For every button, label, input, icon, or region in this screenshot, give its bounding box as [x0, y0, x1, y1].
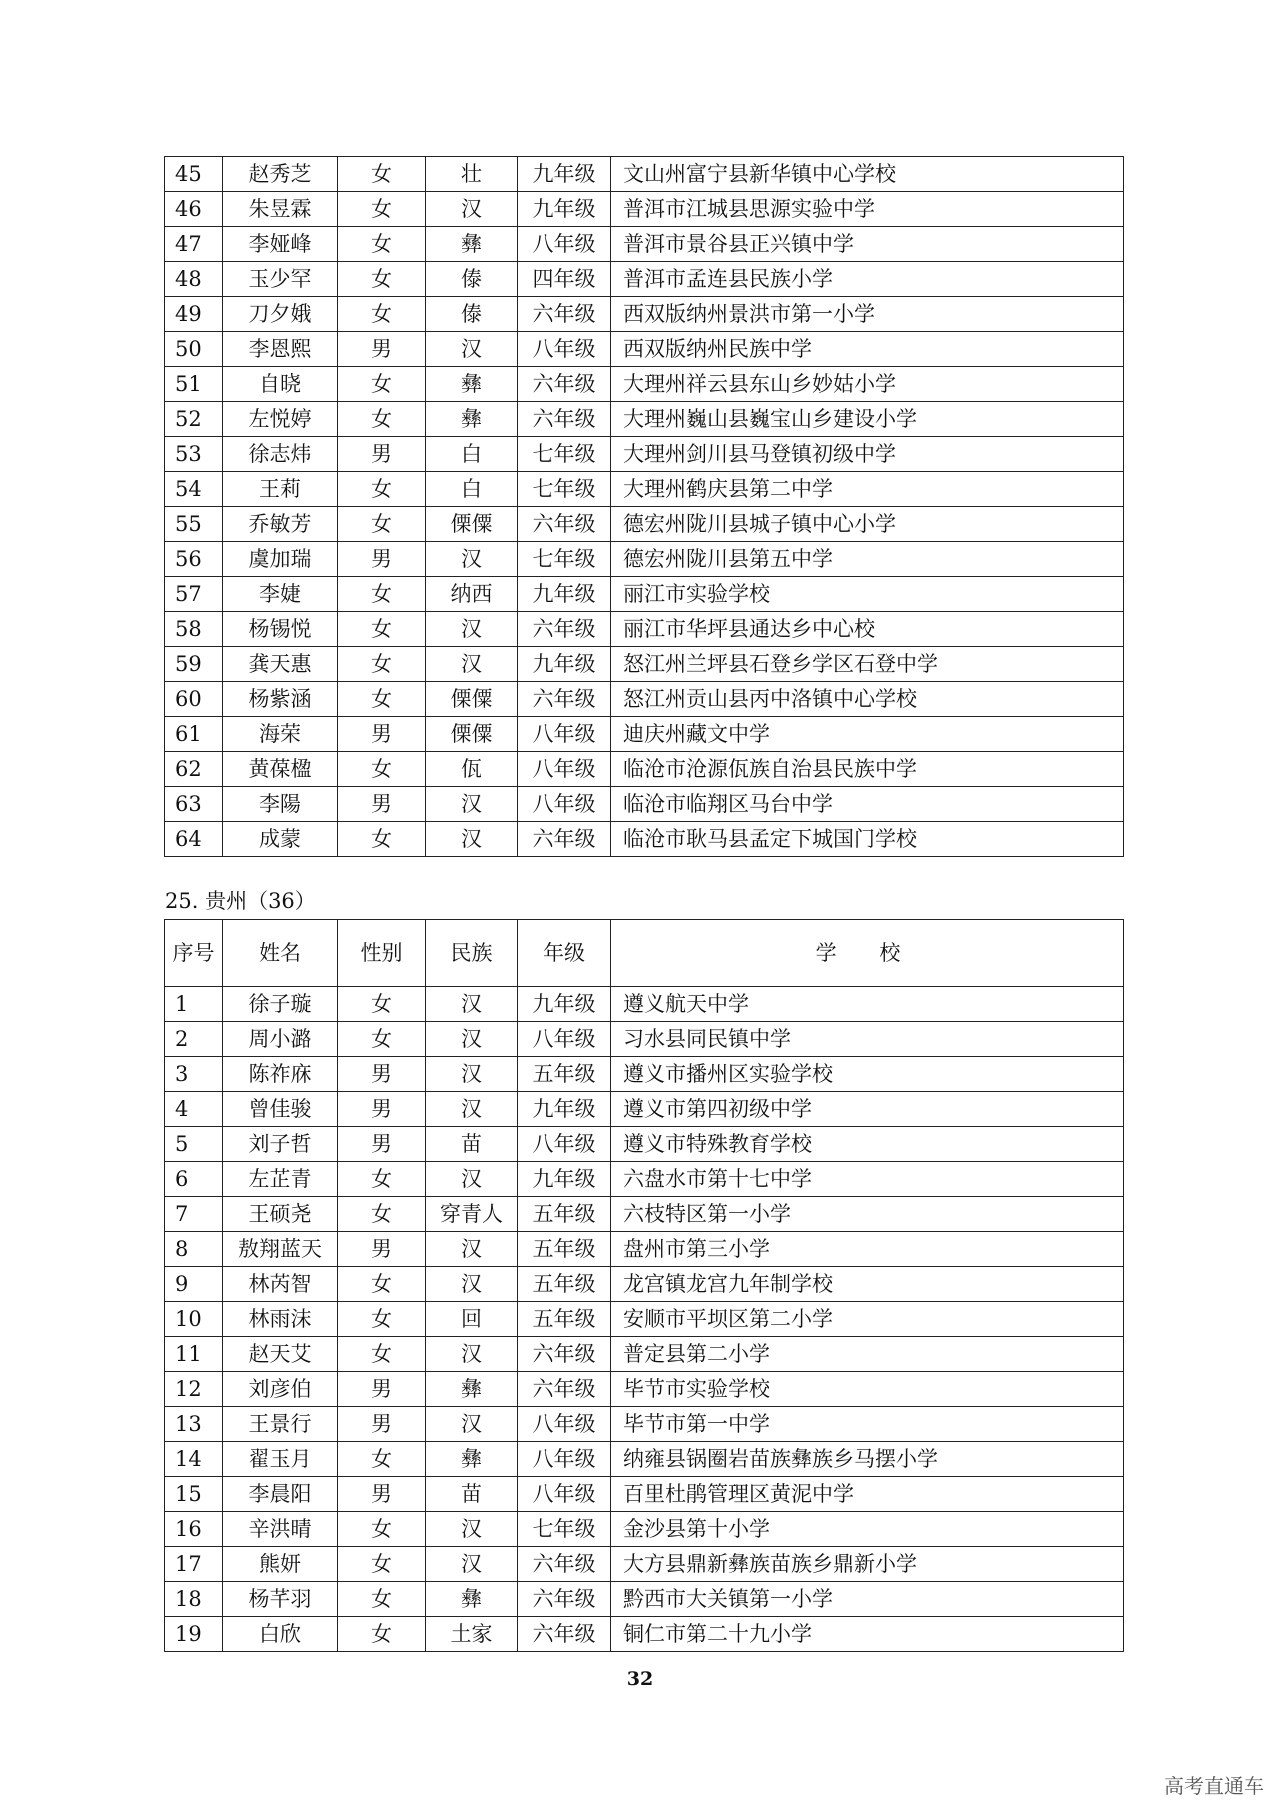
cell-grade: 八年级	[518, 1127, 611, 1162]
cell-ethnicity: 彝	[426, 367, 518, 402]
cell-seq: 50	[165, 332, 223, 367]
cell-seq: 8	[165, 1232, 223, 1267]
cell-gender: 女	[338, 1162, 426, 1197]
cell-school: 西双版纳州民族中学	[611, 332, 1124, 367]
cell-grade: 六年级	[518, 1337, 611, 1372]
cell-seq: 47	[165, 227, 223, 262]
cell-grade: 六年级	[518, 612, 611, 647]
cell-seq: 60	[165, 682, 223, 717]
cell-ethnicity: 傣	[426, 262, 518, 297]
cell-ethnicity: 汉	[426, 787, 518, 822]
cell-seq: 57	[165, 577, 223, 612]
table-row	[165, 402, 1124, 437]
table-row	[165, 1302, 1124, 1337]
table-row	[165, 987, 1124, 1022]
cell-grade: 六年级	[518, 1372, 611, 1407]
cell-grade: 六年级	[518, 297, 611, 332]
cell-gender: 男	[338, 1477, 426, 1512]
cell-seq: 51	[165, 367, 223, 402]
guizhou-table-body	[165, 987, 1124, 1652]
cell-school: 怒江州兰坪县石登乡学区石登中学	[611, 647, 1124, 682]
header-grade: 年级	[518, 920, 611, 987]
cell-seq: 15	[165, 1477, 223, 1512]
cell-school: 普定县第二小学	[611, 1337, 1124, 1372]
cell-grade: 六年级	[518, 402, 611, 437]
cell-grade: 八年级	[518, 227, 611, 262]
cell-seq: 56	[165, 542, 223, 577]
cell-ethnicity: 汉	[426, 822, 518, 857]
cell-name: 王莉	[223, 472, 338, 507]
header-name: 姓名	[223, 920, 338, 987]
cell-gender: 女	[338, 1547, 426, 1582]
cell-seq: 19	[165, 1617, 223, 1652]
cell-gender: 女	[338, 157, 426, 192]
header-seq: 序号	[165, 920, 223, 987]
yunnan-table-body	[165, 157, 1124, 857]
table-row	[165, 787, 1124, 822]
cell-ethnicity: 汉	[426, 987, 518, 1022]
cell-ethnicity: 汉	[426, 1512, 518, 1547]
table-row	[165, 367, 1124, 402]
guizhou-section-title: 25. 贵州（36）	[165, 889, 316, 913]
cell-grade: 八年级	[518, 1442, 611, 1477]
cell-grade: 九年级	[518, 157, 611, 192]
cell-school: 习水县同民镇中学	[611, 1022, 1124, 1057]
cell-ethnicity: 汉	[426, 192, 518, 227]
cell-name: 刘彦伯	[223, 1372, 338, 1407]
cell-seq: 58	[165, 612, 223, 647]
cell-seq: 61	[165, 717, 223, 752]
cell-grade: 九年级	[518, 192, 611, 227]
cell-gender: 女	[338, 822, 426, 857]
cell-school: 遵义航天中学	[611, 987, 1124, 1022]
cell-seq: 62	[165, 752, 223, 787]
cell-grade: 七年级	[518, 1512, 611, 1547]
table-row	[165, 1512, 1124, 1547]
table-row	[165, 1372, 1124, 1407]
cell-school: 大理州祥云县东山乡妙姑小学	[611, 367, 1124, 402]
cell-name: 刀夕娥	[223, 297, 338, 332]
cell-name: 成蒙	[223, 822, 338, 857]
cell-ethnicity: 汉	[426, 1232, 518, 1267]
cell-gender: 女	[338, 752, 426, 787]
cell-ethnicity: 苗	[426, 1127, 518, 1162]
cell-grade: 五年级	[518, 1302, 611, 1337]
table-row	[165, 192, 1124, 227]
cell-school: 金沙县第十小学	[611, 1512, 1124, 1547]
cell-school: 普洱市景谷县正兴镇中学	[611, 227, 1124, 262]
cell-ethnicity: 彝	[426, 1582, 518, 1617]
cell-gender: 女	[338, 1267, 426, 1302]
cell-grade: 六年级	[518, 822, 611, 857]
cell-school: 大理州巍山县巍宝山乡建设小学	[611, 402, 1124, 437]
cell-grade: 五年级	[518, 1267, 611, 1302]
yunnan-student-table	[164, 156, 1124, 857]
cell-gender: 女	[338, 262, 426, 297]
table-row	[165, 262, 1124, 297]
cell-school: 毕节市第一中学	[611, 1407, 1124, 1442]
cell-grade: 六年级	[518, 682, 611, 717]
table-row	[165, 1617, 1124, 1652]
cell-grade: 五年级	[518, 1232, 611, 1267]
table-row	[165, 1162, 1124, 1197]
cell-ethnicity: 彝	[426, 402, 518, 437]
header-gender: 性别	[338, 920, 426, 987]
cell-ethnicity: 傣	[426, 297, 518, 332]
cell-gender: 女	[338, 1197, 426, 1232]
cell-name: 徐志炜	[223, 437, 338, 472]
cell-gender: 女	[338, 367, 426, 402]
cell-seq: 64	[165, 822, 223, 857]
cell-gender: 男	[338, 1232, 426, 1267]
table-row	[165, 1092, 1124, 1127]
table-row	[165, 647, 1124, 682]
cell-grade: 五年级	[518, 1057, 611, 1092]
cell-name: 赵天艾	[223, 1337, 338, 1372]
table-row	[165, 612, 1124, 647]
cell-school: 龙宫镇龙宫九年制学校	[611, 1267, 1124, 1302]
table-row	[165, 1442, 1124, 1477]
cell-grade: 五年级	[518, 1197, 611, 1232]
cell-seq: 52	[165, 402, 223, 437]
watermark: 高考直通车	[1164, 1774, 1264, 1798]
cell-grade: 六年级	[518, 507, 611, 542]
cell-ethnicity: 回	[426, 1302, 518, 1337]
cell-seq: 16	[165, 1512, 223, 1547]
cell-school: 黔西市大关镇第一小学	[611, 1582, 1124, 1617]
cell-ethnicity: 汉	[426, 332, 518, 367]
cell-ethnicity: 汉	[426, 1162, 518, 1197]
cell-school: 纳雍县锅圈岩苗族彝族乡马摆小学	[611, 1442, 1124, 1477]
cell-gender: 女	[338, 472, 426, 507]
cell-name: 玉少罕	[223, 262, 338, 297]
cell-school: 盘州市第三小学	[611, 1232, 1124, 1267]
cell-name: 李陽	[223, 787, 338, 822]
cell-name: 王景行	[223, 1407, 338, 1442]
cell-gender: 男	[338, 1407, 426, 1442]
cell-name: 左悦婷	[223, 402, 338, 437]
cell-name: 乔敏芳	[223, 507, 338, 542]
cell-name: 杨紫涵	[223, 682, 338, 717]
cell-grade: 八年级	[518, 1407, 611, 1442]
cell-gender: 男	[338, 787, 426, 822]
cell-name: 李晨阳	[223, 1477, 338, 1512]
table-row	[165, 507, 1124, 542]
cell-name: 辛洪晴	[223, 1512, 338, 1547]
cell-gender: 女	[338, 227, 426, 262]
table-row	[165, 297, 1124, 332]
cell-name: 敖翔蓝天	[223, 1232, 338, 1267]
cell-ethnicity: 彝	[426, 1372, 518, 1407]
cell-seq: 17	[165, 1547, 223, 1582]
cell-school: 文山州富宁县新华镇中心学校	[611, 157, 1124, 192]
cell-gender: 男	[338, 437, 426, 472]
cell-grade: 八年级	[518, 752, 611, 787]
cell-school: 德宏州陇川县城子镇中心小学	[611, 507, 1124, 542]
cell-school: 普洱市江城县思源实验中学	[611, 192, 1124, 227]
cell-seq: 54	[165, 472, 223, 507]
cell-ethnicity: 傈僳	[426, 507, 518, 542]
cell-seq: 11	[165, 1337, 223, 1372]
cell-grade: 七年级	[518, 472, 611, 507]
cell-school: 遵义市播州区实验学校	[611, 1057, 1124, 1092]
cell-school: 大理州鹤庆县第二中学	[611, 472, 1124, 507]
cell-seq: 49	[165, 297, 223, 332]
cell-name: 朱昱霖	[223, 192, 338, 227]
header-row	[165, 920, 1124, 987]
cell-ethnicity: 彝	[426, 1442, 518, 1477]
cell-gender: 女	[338, 507, 426, 542]
cell-ethnicity: 土家	[426, 1617, 518, 1652]
cell-school: 遵义市特殊教育学校	[611, 1127, 1124, 1162]
cell-gender: 女	[338, 402, 426, 437]
cell-grade: 八年级	[518, 1022, 611, 1057]
cell-grade: 六年级	[518, 1617, 611, 1652]
cell-grade: 八年级	[518, 332, 611, 367]
cell-name: 林雨沫	[223, 1302, 338, 1337]
cell-name: 陈祚庥	[223, 1057, 338, 1092]
cell-school: 大方县鼎新彝族苗族乡鼎新小学	[611, 1547, 1124, 1582]
cell-school: 六枝特区第一小学	[611, 1197, 1124, 1232]
cell-school: 临沧市沧源佤族自治县民族中学	[611, 752, 1124, 787]
table-row	[165, 1337, 1124, 1372]
cell-name: 曾佳骏	[223, 1092, 338, 1127]
cell-name: 海荣	[223, 717, 338, 752]
cell-ethnicity: 壮	[426, 157, 518, 192]
cell-school: 铜仁市第二十九小学	[611, 1617, 1124, 1652]
cell-name: 周小潞	[223, 1022, 338, 1057]
cell-grade: 八年级	[518, 1477, 611, 1512]
cell-grade: 九年级	[518, 577, 611, 612]
cell-name: 李娅峰	[223, 227, 338, 262]
cell-school: 遵义市第四初级中学	[611, 1092, 1124, 1127]
table-row	[165, 1197, 1124, 1232]
cell-seq: 12	[165, 1372, 223, 1407]
cell-gender: 女	[338, 297, 426, 332]
cell-grade: 六年级	[518, 1582, 611, 1617]
cell-seq: 18	[165, 1582, 223, 1617]
cell-gender: 女	[338, 192, 426, 227]
cell-ethnicity: 汉	[426, 1547, 518, 1582]
cell-gender: 女	[338, 1582, 426, 1617]
cell-grade: 九年级	[518, 1162, 611, 1197]
cell-school: 临沧市临翔区马台中学	[611, 787, 1124, 822]
cell-name: 杨锡悦	[223, 612, 338, 647]
page-number: 32	[626, 1668, 654, 1690]
header-school: 学 校	[611, 920, 1124, 987]
cell-ethnicity: 佤	[426, 752, 518, 787]
cell-seq: 48	[165, 262, 223, 297]
cell-seq: 3	[165, 1057, 223, 1092]
cell-grade: 四年级	[518, 262, 611, 297]
cell-name: 黄葆楹	[223, 752, 338, 787]
cell-gender: 女	[338, 612, 426, 647]
cell-grade: 八年级	[518, 717, 611, 752]
table-row	[165, 1547, 1124, 1582]
cell-ethnicity: 苗	[426, 1477, 518, 1512]
cell-grade: 六年级	[518, 1547, 611, 1582]
cell-gender: 女	[338, 1337, 426, 1372]
cell-seq: 55	[165, 507, 223, 542]
table-row	[165, 822, 1124, 857]
table-row	[165, 1582, 1124, 1617]
table-row	[165, 577, 1124, 612]
cell-ethnicity: 白	[426, 437, 518, 472]
cell-gender: 男	[338, 1092, 426, 1127]
table-row	[165, 1127, 1124, 1162]
table-row	[165, 717, 1124, 752]
cell-name: 王硕尧	[223, 1197, 338, 1232]
cell-school: 大理州剑川县马登镇初级中学	[611, 437, 1124, 472]
cell-gender: 男	[338, 1057, 426, 1092]
cell-ethnicity: 汉	[426, 612, 518, 647]
cell-seq: 53	[165, 437, 223, 472]
cell-name: 熊妍	[223, 1547, 338, 1582]
cell-school: 普洱市孟连县民族小学	[611, 262, 1124, 297]
cell-gender: 男	[338, 332, 426, 367]
cell-school: 怒江州贡山县丙中洛镇中心学校	[611, 682, 1124, 717]
cell-seq: 45	[165, 157, 223, 192]
cell-name: 白欣	[223, 1617, 338, 1652]
cell-name: 徐子璇	[223, 987, 338, 1022]
cell-school: 迪庆州藏文中学	[611, 717, 1124, 752]
cell-name: 赵秀芝	[223, 157, 338, 192]
cell-school: 毕节市实验学校	[611, 1372, 1124, 1407]
cell-grade: 八年级	[518, 787, 611, 822]
table-row	[165, 1022, 1124, 1057]
cell-gender: 女	[338, 1442, 426, 1477]
cell-school: 百里杜鹃管理区黄泥中学	[611, 1477, 1124, 1512]
cell-name: 自晓	[223, 367, 338, 402]
cell-seq: 5	[165, 1127, 223, 1162]
table-row	[165, 227, 1124, 262]
cell-name: 左芷青	[223, 1162, 338, 1197]
cell-ethnicity: 汉	[426, 1092, 518, 1127]
guizhou-student-table	[164, 919, 1124, 1652]
cell-school: 安顺市平坝区第二小学	[611, 1302, 1124, 1337]
cell-seq: 4	[165, 1092, 223, 1127]
cell-ethnicity: 彝	[426, 227, 518, 262]
cell-grade: 九年级	[518, 987, 611, 1022]
cell-seq: 46	[165, 192, 223, 227]
cell-grade: 六年级	[518, 367, 611, 402]
cell-gender: 女	[338, 647, 426, 682]
cell-seq: 2	[165, 1022, 223, 1057]
cell-name: 虞加瑞	[223, 542, 338, 577]
cell-school: 德宏州陇川县第五中学	[611, 542, 1124, 577]
table-row	[165, 437, 1124, 472]
cell-gender: 女	[338, 1512, 426, 1547]
cell-grade: 七年级	[518, 437, 611, 472]
cell-grade: 九年级	[518, 1092, 611, 1127]
cell-seq: 10	[165, 1302, 223, 1337]
cell-name: 李婕	[223, 577, 338, 612]
cell-ethnicity: 纳西	[426, 577, 518, 612]
header-ethnicity: 民族	[426, 920, 518, 987]
table-row	[165, 1057, 1124, 1092]
cell-name: 刘子哲	[223, 1127, 338, 1162]
cell-name: 龚天惠	[223, 647, 338, 682]
cell-school: 丽江市实验学校	[611, 577, 1124, 612]
cell-school: 丽江市华坪县通达乡中心校	[611, 612, 1124, 647]
cell-grade: 七年级	[518, 542, 611, 577]
cell-seq: 63	[165, 787, 223, 822]
cell-gender: 男	[338, 542, 426, 577]
cell-name: 林芮智	[223, 1267, 338, 1302]
cell-gender: 女	[338, 1617, 426, 1652]
guizhou-table-header	[165, 920, 1124, 987]
cell-gender: 女	[338, 577, 426, 612]
cell-seq: 9	[165, 1267, 223, 1302]
cell-ethnicity: 汉	[426, 542, 518, 577]
cell-seq: 13	[165, 1407, 223, 1442]
cell-seq: 7	[165, 1197, 223, 1232]
cell-ethnicity: 汉	[426, 1407, 518, 1442]
cell-ethnicity: 汉	[426, 1267, 518, 1302]
cell-ethnicity: 汉	[426, 1057, 518, 1092]
table-row	[165, 157, 1124, 192]
cell-seq: 14	[165, 1442, 223, 1477]
cell-ethnicity: 傈僳	[426, 682, 518, 717]
table-row	[165, 1232, 1124, 1267]
table-row	[165, 332, 1124, 367]
cell-name: 李恩熙	[223, 332, 338, 367]
table-row	[165, 1407, 1124, 1442]
cell-seq: 59	[165, 647, 223, 682]
cell-ethnicity: 汉	[426, 1022, 518, 1057]
table-row	[165, 472, 1124, 507]
cell-seq: 1	[165, 987, 223, 1022]
cell-gender: 女	[338, 1302, 426, 1337]
table-row	[165, 1267, 1124, 1302]
cell-ethnicity: 白	[426, 472, 518, 507]
cell-school: 六盘水市第十七中学	[611, 1162, 1124, 1197]
cell-school: 临沧市耿马县孟定下城国门学校	[611, 822, 1124, 857]
cell-gender: 男	[338, 1127, 426, 1162]
cell-seq: 6	[165, 1162, 223, 1197]
cell-gender: 女	[338, 682, 426, 717]
cell-name: 翟玉月	[223, 1442, 338, 1477]
cell-ethnicity: 汉	[426, 647, 518, 682]
cell-gender: 女	[338, 1022, 426, 1057]
cell-ethnicity: 穿青人	[426, 1197, 518, 1232]
table-row	[165, 682, 1124, 717]
cell-school: 西双版纳州景洪市第一小学	[611, 297, 1124, 332]
table-row	[165, 752, 1124, 787]
cell-gender: 女	[338, 987, 426, 1022]
cell-gender: 男	[338, 717, 426, 752]
cell-grade: 九年级	[518, 647, 611, 682]
cell-gender: 男	[338, 1372, 426, 1407]
cell-ethnicity: 汉	[426, 1337, 518, 1372]
table-row	[165, 1477, 1124, 1512]
cell-ethnicity: 傈僳	[426, 717, 518, 752]
cell-name: 杨芊羽	[223, 1582, 338, 1617]
table-row	[165, 542, 1124, 577]
